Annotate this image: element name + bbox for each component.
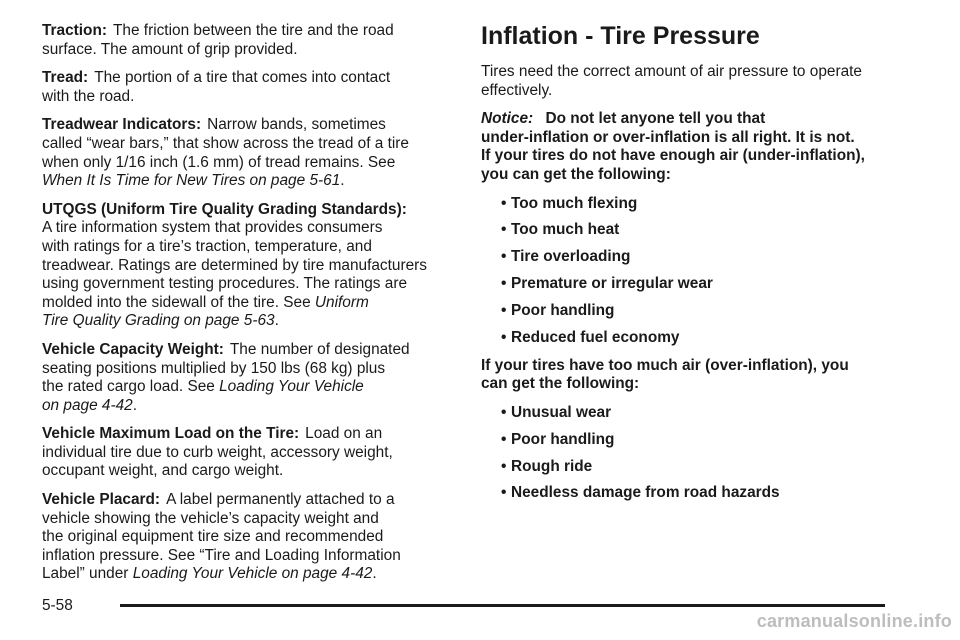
definition-text: surface. The amount of grip provided. <box>42 40 298 58</box>
list-item-text: Too much flexing <box>511 194 638 212</box>
definition-text: molded into the sidewall of the tire. See <box>42 293 315 311</box>
bullet-icon: • <box>501 457 507 475</box>
notice-text: you can get the following: <box>481 165 671 183</box>
watermark: carmanualsonline.info <box>756 611 952 631</box>
list-item <box>501 195 901 214</box>
definition-text: called “wear bars,” that show across the tread of a tire <box>42 134 409 152</box>
definition-paragraph <box>42 116 457 190</box>
bullet-icon: • <box>501 403 507 421</box>
definition-term: Vehicle Capacity Weight: <box>42 340 224 358</box>
list-item <box>501 404 901 423</box>
bullet-icon: • <box>501 329 507 347</box>
definition-text: A label permanently attached to a <box>166 491 395 509</box>
definition-paragraph <box>42 22 457 59</box>
list-item-text: Needless damage from road hazards <box>511 484 780 502</box>
definition-paragraph <box>42 69 457 106</box>
over-inflation-text: can get the following: <box>481 375 640 393</box>
cross-reference-link: Uniform <box>314 293 369 311</box>
definition-text: . <box>132 396 137 414</box>
intro-text: Tires need the correct amount of air pressure to operate <box>481 63 862 80</box>
definition-text: The portion of a tire that comes into contact <box>94 69 391 87</box>
definition-term: UTQGS (Uniform Tire Quality Grading Standards): <box>42 200 407 218</box>
list-item-text: Poor handling <box>511 430 615 448</box>
notice-paragraph <box>481 110 901 184</box>
over-inflation-paragraph <box>481 357 901 394</box>
definition-text: the rated cargo load. See <box>42 378 220 396</box>
bullet-icon: • <box>501 221 507 239</box>
definition-term: Vehicle Maximum Load on the Tire: <box>42 425 300 443</box>
intro-paragraph <box>481 63 901 100</box>
intro-text: effectively. <box>481 81 553 99</box>
bullet-icon: • <box>501 302 507 320</box>
definition-paragraph <box>42 341 457 415</box>
footer-rule <box>120 604 885 607</box>
definition-text: The friction between the tire and the road <box>113 22 394 39</box>
definition-term: Vehicle Placard: <box>42 491 161 509</box>
definition-text: treadwear. Ratings are determined by tire manufacturers <box>42 256 427 274</box>
list-item <box>501 329 901 348</box>
definition-text: . <box>372 565 377 583</box>
definition-text: Narrow bands, sometimes <box>207 116 386 134</box>
definition-text: using government testing procedures. The ratings are <box>42 275 408 293</box>
over-inflation-text: If your tires have too much air (over-inflation), you <box>481 356 849 374</box>
cross-reference-link: Loading Your Vehicle <box>219 378 364 396</box>
cross-reference-link: Loading Your Vehicle on page 4-42 <box>132 565 373 583</box>
over-inflation-list <box>481 404 901 503</box>
definition-text: seating positions multiplied by 150 lbs (68 kg) plus <box>42 359 386 377</box>
definition-text: . <box>340 172 345 190</box>
definition-term: Tread: <box>42 69 89 87</box>
cross-reference-link: Tire Quality Grading on page 5-63 <box>42 312 275 330</box>
notice-label: Notice: <box>481 110 534 128</box>
definition-text: with ratings for a tire’s traction, temperature, and <box>42 237 372 255</box>
definition-text: Load on an <box>305 425 383 443</box>
right-column <box>481 22 901 512</box>
list-item <box>501 431 901 450</box>
definition-paragraph <box>42 491 457 584</box>
list-item-text: Rough ride <box>511 457 593 475</box>
definition-text: when only 1/16 inch (1.6 mm) of tread remains. See <box>42 153 396 171</box>
list-item <box>501 221 901 240</box>
definition-paragraph <box>42 201 457 331</box>
list-item-text: Premature or irregular wear <box>511 275 713 293</box>
list-item-text: Poor handling <box>511 302 615 320</box>
notice-text: If your tires do not have enough air (under-inflation), <box>481 147 865 165</box>
list-item-text: Too much heat <box>511 221 620 239</box>
list-item <box>501 484 901 503</box>
definition-term: Treadwear Indicators: <box>42 116 202 134</box>
cross-reference-link: When It Is Time for New Tires on page 5-61 <box>42 172 341 190</box>
list-item <box>501 302 901 321</box>
definition-text: vehicle showing the vehicle’s capacity weight and <box>42 509 379 527</box>
section-heading: Inflation - Tire Pressure <box>481 22 760 50</box>
definition-term: Traction: <box>42 22 107 39</box>
definition-text: with the road. <box>42 87 135 105</box>
bullet-icon: • <box>501 430 507 448</box>
bullet-icon: • <box>501 248 507 266</box>
bullet-icon: • <box>501 484 507 502</box>
definition-text: individual tire due to curb weight, accessory weight, <box>42 443 393 461</box>
left-column <box>42 22 457 594</box>
list-item-text: Tire overloading <box>511 248 631 266</box>
definition-text: The number of designated <box>229 340 410 358</box>
definition-paragraph <box>42 425 457 481</box>
list-item <box>501 275 901 294</box>
under-inflation-list <box>481 195 901 348</box>
list-item-text: Unusual wear <box>511 403 612 421</box>
definition-text: . <box>274 312 279 330</box>
definition-text: the original equipment tire size and recommended <box>42 528 384 546</box>
page-number: 5-58 <box>42 597 73 614</box>
definition-text: inflation pressure. See “Tire and Loading Information <box>42 546 401 564</box>
list-item-text: Reduced fuel economy <box>511 329 680 347</box>
bullet-icon: • <box>501 194 507 212</box>
definition-text: A tire information system that provides consumers <box>42 219 383 237</box>
notice-text: Do not let anyone tell you that <box>545 110 766 128</box>
list-item <box>501 458 901 477</box>
cross-reference-link: on page 4-42 <box>42 396 133 414</box>
notice-text: under-inflation or over-inflation is all right. It is not. <box>481 128 855 146</box>
definition-text: occupant weight, and cargo weight. <box>42 462 284 480</box>
bullet-icon: • <box>501 275 507 293</box>
list-item <box>501 248 901 267</box>
definition-text: Label” under <box>42 565 133 583</box>
